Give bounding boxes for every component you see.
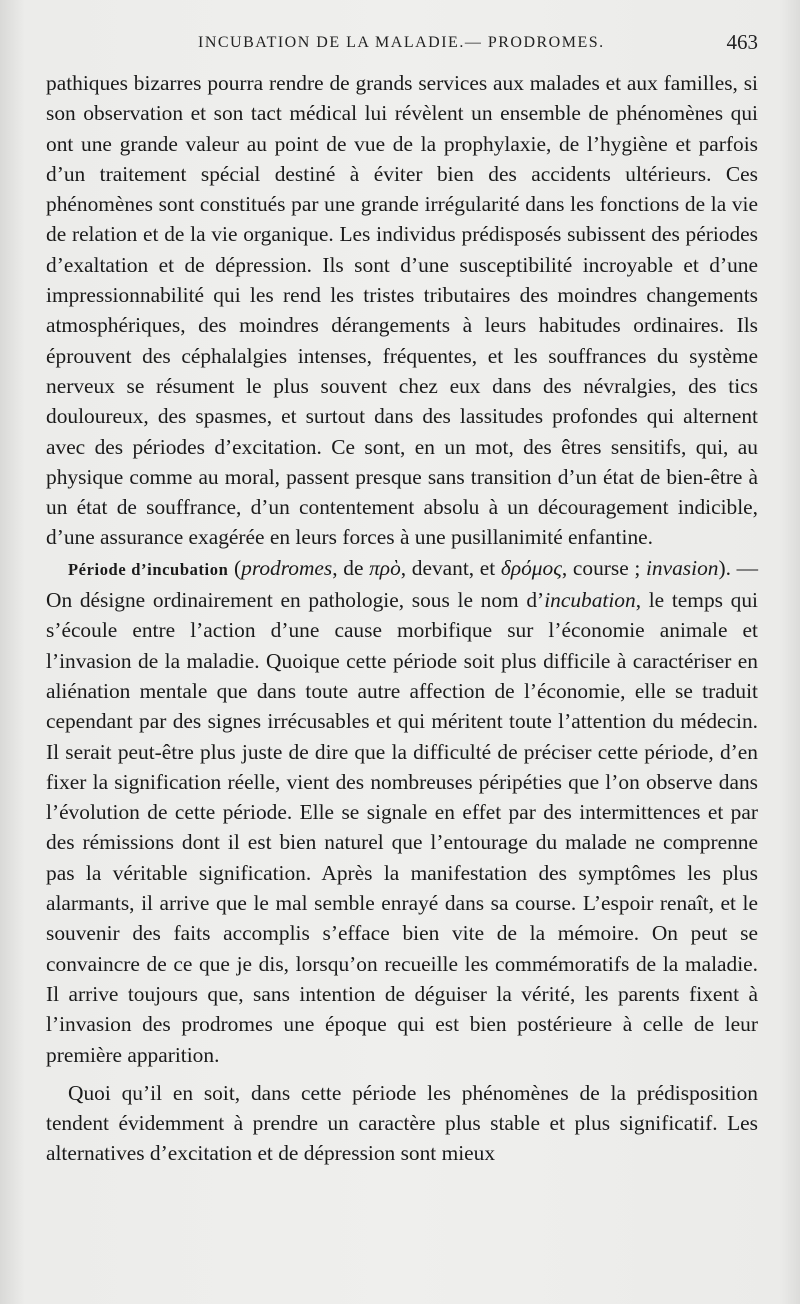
greek-word-dromos: δρόμος [500,555,562,580]
term-invasion: invasion [645,555,719,580]
text-segment: , de [332,555,370,580]
greek-word-pro: πρὸ [369,555,401,580]
page-header [46,30,758,60]
paragraph-continuation: pathiques bizarres pourra rendre de grands services aux malades et aux familles, si son observation et son tact médical lui révèlent un ensemble de phénomènes qui ont une grande valeur au point de vue de la prophylaxie, de l’hygiène et parfois d’un traitement spécial destiné à éviter bien des accidents ultérieurs. Ces phénomènes sont constitués par une grande irrégularité dans les fonctions de la vie de relation et de la vie organique. Les individus prédisposés subissent des périodes d’exaltation et de dépression. Ils sont d’une susceptibilité incroyable et d’une impressionnabilité qui les rend les tristes tributaires des moindres changements atmosphériques, des moindres dérangements à leurs habitudes ordinaires. Ils éprouvent des céphalalgies intenses, fréquentes, et les souffrances du système nerveux se résument le plus souvent chez eux dans des névralgies, des tics douloureux, des spasmes, et surtout dans des lassitudes profondes qui alternent avec des périodes d’excitation. Ce sont, en un mot, des êtres sensitifs, qui, au physique comme au moral, passent presque sans transition d’un état de bien-être à un état de souffrance, d’un contentement absolu à un découragement indicible, d’une assurance exagérée en leurs forces à une pusillanimité enfantine. [46,71,758,550]
text-segment: , course ; [561,555,646,580]
section-title: Période d’incubation [68,559,229,579]
text-segment: ). — On désigne ordinairement en pathologie, sous le nom d’ [46,555,758,613]
paragraph-incubation [46,553,758,1070]
term-incubation: incubation [544,588,636,613]
term-prodromes: prodromes [241,555,333,580]
paragraph-quoi-qu-il: Quoi qu’il en soit, dans cette période les phénomènes de la prédisposition tendent évidemment à prendre un caractère plus stable et plus significatif. Les alternatives d’excitation et de dépression sont mieux [46,1080,758,1166]
text-segment: , le temps qui s’écoule entre l’action d’une cause morbifique sur l’économie animale et l’invasion de la maladie. Quoique cette période soit plus difficile à caractériser en aliénation mentale que dans toute autre affection de l’économie, elle se traduit cependant par des signes irrécusables et qui méritent toute l’attention du médecin. Il serait peut-être plus juste de dire que la difficulté de préciser cette période, d’en fixer la signification réelle, vient des nombreuses péripéties que l’on observe dans l’évolution de cette période. Elle se signale en effet par des intermittences et par des rémissions dont il est bien naturel que l’entourage du malade ne comprenne pas la véritable signification. Après la manifestation des symptômes les plus alarmants, il arrive que le mal semble enrayé dans sa course. L’espoir renaît, et le souvenir des faits accomplis s’efface bien vite de la mémoire. On peut se convaincre de ce que je dis, lorsqu’on recueille les commémoratifs de la maladie. Il arrive toujours que, sans intention de déguiser la vérité, les parents fixent à l’invasion des prodromes une époque qui est bien postérieure à celle de leur première apparition. [46,588,758,1067]
page-number: 463 [726,30,758,54]
text-segment: , devant, et [400,555,501,580]
page-body [46,68,758,1169]
running-head: INCUBATION DE LA MALADIE.— PRODROMES. [198,34,605,51]
paragraph-gap [46,1070,758,1078]
text-segment: ( [228,555,242,580]
